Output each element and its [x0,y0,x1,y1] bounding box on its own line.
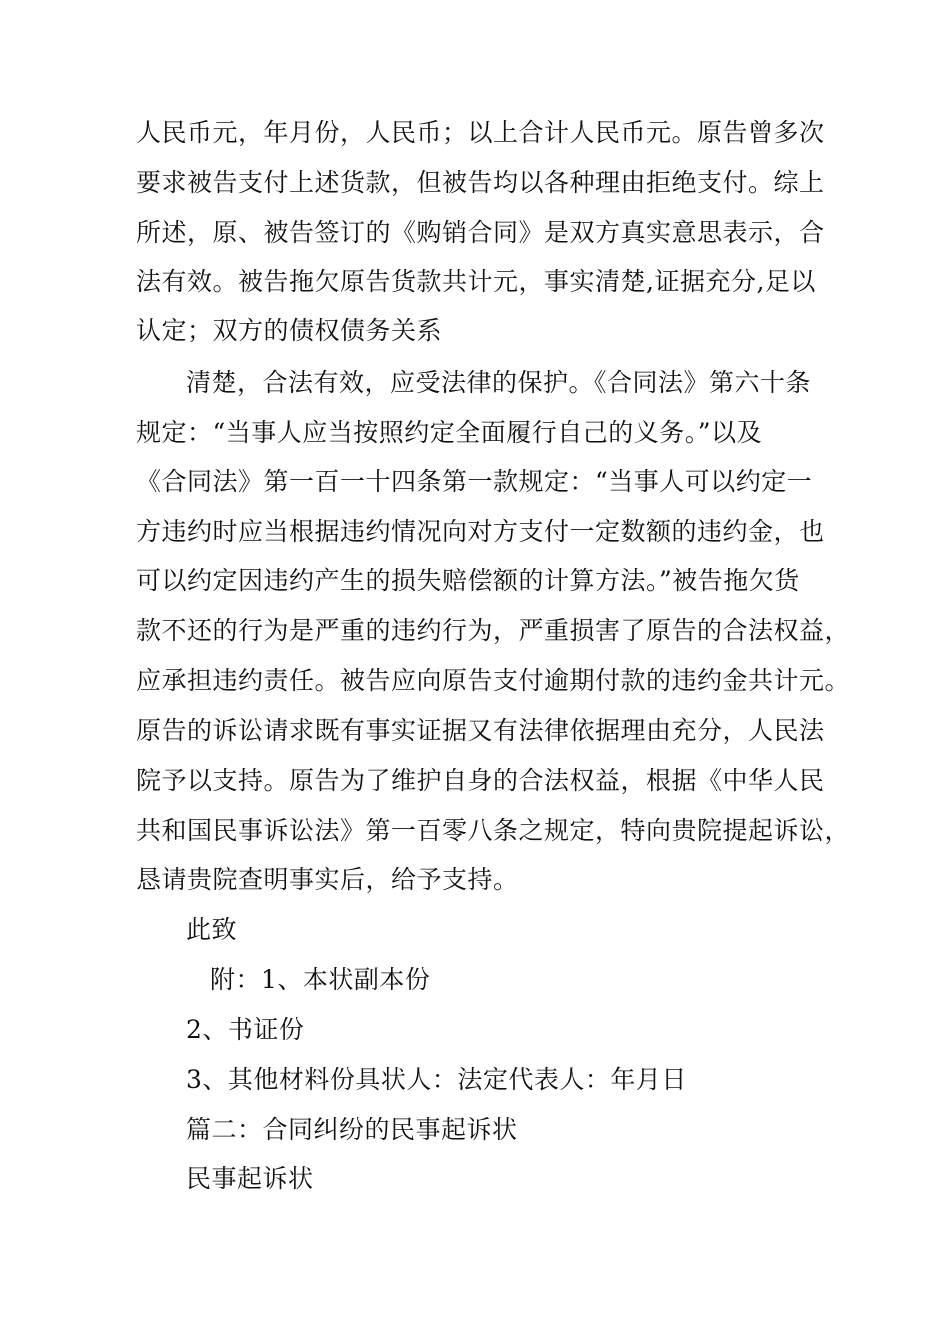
paragraph-line: 《合同法》第一百一十四条第一款规定：“当事人可以约定一 [136,467,813,496]
closing-text: 此致 [186,915,238,944]
paragraph-line: 人民币元，年月份，人民币；以上合计人民币元。原告曾多次 [136,118,825,147]
paragraph-line: 规定：“当事人应当按照约定全面履行自己的义务。”以及 [136,418,763,447]
attachment-item-2: 2、书证份 [186,1015,305,1044]
paragraph-line: 法有效。被告拖欠原告货款共计元，事实清楚,证据充分,足以 [136,267,816,296]
paragraph-line: 共和国民事诉讼法》第一百零八条之规定，特向贵院提起诉讼， [136,816,851,845]
paragraph-line: 应承担违约责任。被告应向原告支付逾期付款的违约金共计元。 [136,666,851,695]
paragraph-line: 要求被告支付上述货款，但被告均以各种理由拒绝支付。综上 [136,168,825,197]
document-title: 民事起诉状 [186,1164,314,1193]
paragraph-line: 清楚，合法有效，应受法律的保护。《合同法》第六十条 [186,368,812,397]
paragraph-line: 款不还的行为是严重的违约行为，严重损害了原告的合法权益， [136,616,851,645]
paragraph-line: 院予以支持。原告为了维护自身的合法权益，根据《中华人民 [136,766,825,795]
paragraph-line: 方违约时应当根据违约情况向对方支付一定数额的违约金，也 [136,517,825,546]
paragraph-line: 恳请贵院查明事实后，给予支持。 [136,865,519,894]
paragraph-line: 认定；双方的债权债务关系 [136,316,443,345]
paragraph-line: 原告的诉讼请求既有事实证据又有法律依据理由充分，人民法 [136,716,825,745]
paragraph-line: 可以约定因违约产生的损失赔偿额的计算方法。”被告拖欠货 [136,566,800,595]
attachment-item-1: 附：1、本状副本份 [210,965,431,994]
attachment-item-3: 3、其他材料份具状人：法定代表人：年月日 [186,1065,687,1094]
section-title: 篇二：合同纠纷的民事起诉状 [186,1115,518,1144]
paragraph-line: 所述，原、被告签订的《购销合同》是双方真实意思表示，合 [136,218,825,247]
